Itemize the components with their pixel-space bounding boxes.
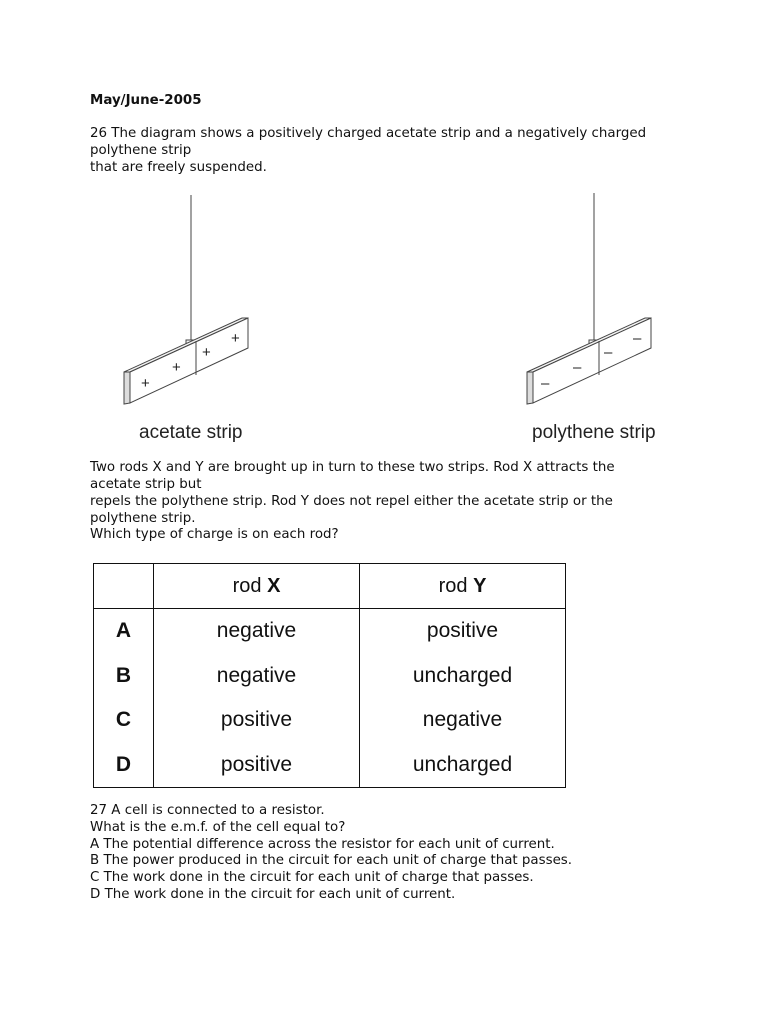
option-letter: C (94, 698, 154, 743)
q27-option-d: D The work done in the circuit for each unit of current. (90, 887, 456, 902)
q27-option-a: A The potential difference across the resistor for each unit of current. (90, 837, 555, 852)
polythene-strip-figure (527, 193, 656, 443)
q27-option-c: C The work done in the circuit for each unit of charge that passes. (90, 870, 534, 885)
acetate-plus-sign-4: + (231, 330, 240, 347)
q26-body-line-3: repels the polythene strip. Rod Y does not repel either the acetate strip or the (90, 494, 613, 509)
table-row (94, 654, 566, 699)
rod-x-header-word: rod (232, 574, 262, 597)
polythene-minus-sign-1: – (541, 375, 550, 392)
rod-y-column-header (360, 564, 566, 609)
acetate-strip-figure (124, 195, 248, 443)
charged-strips-diagram (0, 0, 768, 460)
q26-question: Which type of charge is on each rod? (90, 527, 339, 542)
polythene-minus-sign-3: – (604, 344, 613, 361)
rod-x-column-header (154, 564, 360, 609)
q26-intro-line-2: polythene strip (90, 143, 192, 158)
q26-body-line-2: acetate strip but (90, 477, 202, 492)
rod-y-charge: uncharged (412, 663, 513, 687)
rod-y-header-word: rod (438, 574, 468, 597)
q26-intro-line-3: that are freely suspended. (90, 160, 267, 175)
q26-body-line-4: polythene strip. (90, 511, 196, 526)
rod-y-header-letter: Y (473, 574, 487, 597)
q27-question: What is the e.m.f. of the cell equal to? (90, 820, 346, 835)
acetate-plus-sign-1: + (141, 375, 150, 392)
polythene-strip-end-face (527, 372, 533, 404)
acetate-strip-label: acetate strip (139, 422, 243, 443)
rod-x-charge: positive (154, 698, 360, 743)
option-letter: D (94, 743, 154, 788)
polythene-strip-label: polythene strip (532, 422, 656, 443)
q26-body-line-1: Two rods X and Y are brought up in turn to these two strips. Rod X attracts the (90, 460, 615, 475)
q26-intro-line-1: 26 The diagram shows a positively charged acetate strip and a negatively charged (90, 126, 647, 141)
q27-intro: 27 A cell is connected to a resistor. (90, 803, 325, 818)
rod-x-charge: negative (154, 654, 360, 699)
rod-x-header-letter: X (267, 574, 281, 597)
table-row (94, 609, 566, 654)
rod-y-charge: negative (422, 708, 503, 732)
rod-y-charge: positive (426, 619, 499, 643)
table-row (94, 698, 566, 743)
answer-table (93, 563, 566, 788)
answer-table-header (94, 564, 566, 609)
option-column-header (94, 564, 154, 609)
page-title: May/June-2005 (90, 93, 202, 108)
q27-option-b: B The power produced in the circuit for each unit of charge that passes. (90, 853, 573, 868)
rod-x-charge: positive (154, 743, 360, 788)
polythene-minus-sign-4: – (633, 330, 642, 347)
acetate-strip-end-face (124, 372, 130, 404)
option-letter: B (94, 654, 154, 699)
rod-y-charge: uncharged (412, 752, 513, 776)
option-letter: A (94, 609, 154, 654)
acetate-plus-sign-2: + (172, 359, 181, 376)
polythene-minus-sign-2: – (573, 359, 582, 376)
rod-x-charge: negative (154, 609, 360, 654)
acetate-plus-sign-3: + (202, 344, 211, 361)
table-row (94, 743, 566, 788)
